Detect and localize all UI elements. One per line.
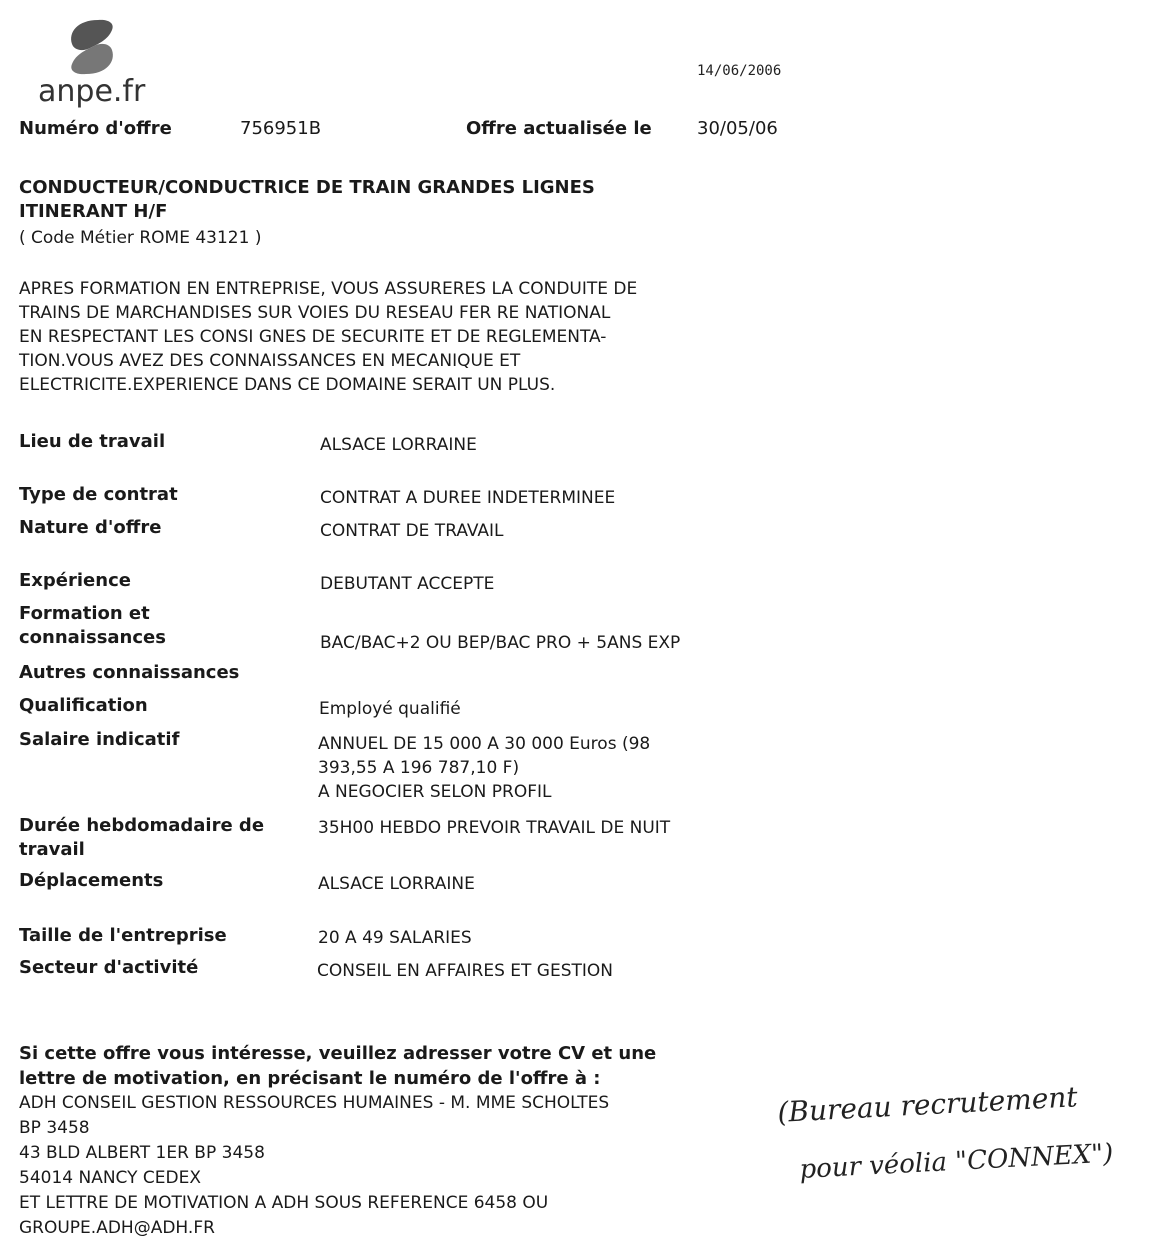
experience-label: Expérience — [19, 570, 131, 591]
experience-value: DEBUTANT ACCEPTE — [320, 574, 495, 594]
taille-label: Taille de l'entreprise — [19, 925, 227, 946]
print-date: 14/06/2006 — [697, 63, 782, 79]
offer-number-label: Numéro d'offre — [19, 118, 172, 139]
lieu-label: Lieu de travail — [19, 431, 166, 452]
rome-code: ( Code Métier ROME 43121 ) — [19, 228, 262, 248]
contact-line: ADH CONSEIL GESTION RESSOURCES HUMAINES - M. MME SCHOLTES — [19, 1093, 610, 1113]
formation-value: BAC/BAC+2 OU BEP/BAC PRO + 5ANS EXP — [320, 633, 681, 653]
logo-text: anpe.fr — [38, 74, 146, 109]
nature-offre-value: CONTRAT DE TRAVAIL — [320, 521, 504, 541]
contact-address — [19, 1091, 609, 1241]
handwritten-annotation — [770, 1080, 1140, 1210]
qualification-value: Employé qualifié — [319, 699, 461, 719]
autres-connaissances-label: Autres connaissances — [19, 662, 240, 683]
secteur-label: Secteur d'activité — [19, 957, 199, 978]
duree-value: 35H00 HEBDO PREVOIR TRAVAIL DE NUIT — [318, 818, 671, 838]
contact-line: ET LETTRE DE MOTIVATION A ADH SOUS REFERENCE 6458 OU — [19, 1193, 549, 1213]
secteur-value: CONSEIL EN AFFAIRES ET GESTION — [317, 961, 613, 981]
contact-heading: Si cette offre vous intéresse, veuillez adresser votre CV et une lettre de motivation, en précisant le numéro de l'offre à : — [19, 1043, 657, 1089]
deplacements-value: ALSACE LORRAINE — [318, 874, 475, 894]
duree-label: Durée hebdomadaire de travail — [19, 815, 265, 860]
salaire-value: ANNUEL DE 15 000 A 30 000 Euros (98 393,55 A 196 787,10 F) A NEGOCIER SELON PROFIL — [318, 734, 651, 802]
salaire-label: Salaire indicatif — [19, 729, 180, 750]
type-contrat-value: CONTRAT A DUREE INDETERMINEE — [320, 488, 616, 508]
contact-line: 54014 NANCY CEDEX — [19, 1168, 201, 1188]
type-contrat-label: Type de contrat — [19, 484, 178, 505]
nature-offre-label: Nature d'offre — [19, 517, 162, 538]
contact-line: BP 3458 — [19, 1118, 90, 1138]
annotation-line-2: pour véolia "CONNEX") — [798, 1138, 1115, 1185]
contact-line: 43 BLD ALBERT 1ER BP 3458 — [19, 1143, 265, 1163]
taille-value: 20 A 49 SALARIES — [318, 928, 472, 948]
updated-label: Offre actualisée le — [466, 118, 652, 139]
job-title: CONDUCTEUR/CONDUCTRICE DE TRAIN GRANDES LIGNES ITINERANT H/F — [19, 177, 595, 222]
formation-label: Formation et connaissances — [19, 603, 166, 648]
lieu-value: ALSACE LORRAINE — [320, 435, 477, 455]
annotation-line-1: (Bureau recrutement — [776, 1080, 1079, 1129]
anpe-swirl-icon — [60, 18, 124, 76]
offer-number: 756951B — [240, 118, 322, 139]
anpe-logo — [38, 18, 168, 110]
qualification-label: Qualification — [19, 695, 148, 716]
updated-date: 30/05/06 — [697, 118, 778, 139]
deplacements-label: Déplacements — [19, 870, 164, 891]
contact-email: GROUPE.ADH@ADH.FR — [19, 1218, 215, 1238]
job-description: APRES FORMATION EN ENTREPRISE, VOUS ASSURERES LA CONDUITE DE TRAINS DE MARCHANDISES SUR VOIES DU RESEAU FER RE NATIONAL EN RESPECTANT LES CONSI GNES DE SECURITE ET DE REGLEMENTA- TION.VOUS AVEZ DES CONNAISSANCES EN MECANIQUE ET ELECTRICITE.EXPERIENCE DANS CE DOMAINE SERAIT UN PLUS. — [19, 279, 638, 395]
